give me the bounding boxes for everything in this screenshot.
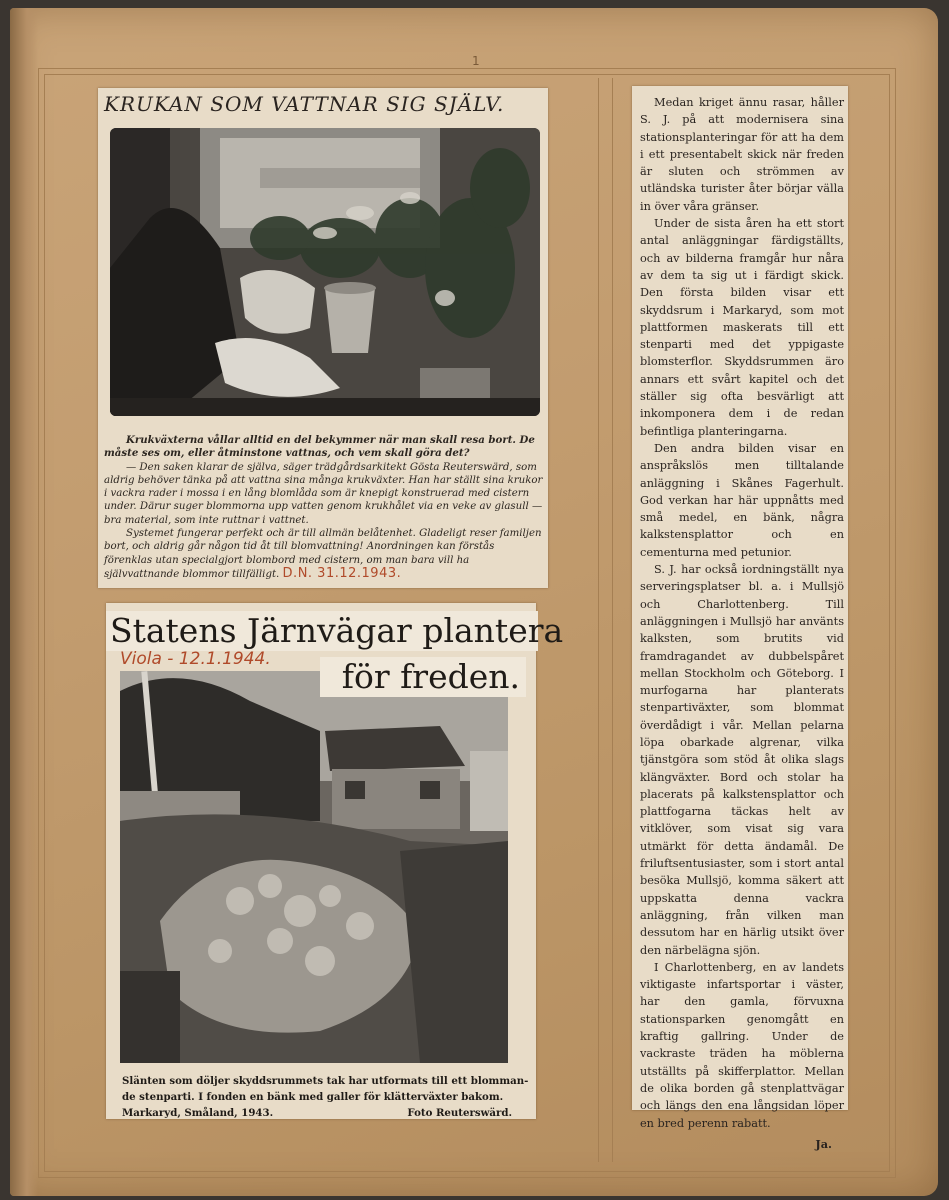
article-signature: Ja.: [815, 1136, 832, 1151]
column-divider-right: [612, 78, 613, 1162]
potted-plants-photo: [110, 128, 540, 416]
headline-line-2: för freden.: [320, 657, 526, 697]
photo-illustration: [120, 671, 508, 1063]
caption-place: Markaryd, Småland, 1943.: [122, 1107, 274, 1119]
garden-shelter-photo: [120, 671, 508, 1063]
page-binding: [10, 8, 38, 1196]
caption-text: Systemet fungerar perfekt och är till allmän belåtenhet. Gladeligt reser familjen bort, och aldrig går någon tid åt till blomvattning! Anordningen kan förstås förenklas utan specialgjort blombord med cistern, om man bara vill ha självvattnande blommor tillfälligt.: [104, 528, 542, 580]
article-body: [640, 94, 844, 1153]
clipping-article-column: [632, 86, 848, 1151]
article-paragraph: Den andra bilden visar en anspråkslös men tilltalande anläggning i Skånes Fagerhult. God verkan har här uppnåtts med små medel, en bänk, några kalkstensplattor och en cementurna med petunior.: [640, 441, 844, 559]
handwritten-source-note: D.N. 31.12.1943.: [282, 565, 402, 581]
clipping-title: KRUKAN SOM VATTNAR SIG SJÄLV.: [104, 92, 505, 116]
caption-paragraph: — Den saken klarar de själva, säger trädgårdsarkitekt Gösta Reuterswärd, som aldrig behöver tänka på att vattna sina många krukväxter. Han har ställt sina krukor i vackra rader i mossa i en lång blomlåda som är knepigt konstruerad med cistern under. Därur suger blommorna upp vatten genom krukhålet via en veke av glasull — bra material, som inte ruttnar i vattnet.: [104, 461, 543, 526]
article-paragraph: S. J. har också iordningställt nya serveringsplatser bl. a. i Mullsjö och Charlottenberg. Till anläggningen i Mullsjö har använts kalksten, som brutits vid framdragandet av dubbelspåret mellan Stockholm och Göteborg. I murfogarna har planterats stenpartiväxter, som blommat överdådigt i vår. Mellan pelarna löpa obarkade algrenar, vilka tjänstgöra som stöd åt olika slags klängväxter. Bord och stolar ha placerats på kalkstensplattor och plattfogarna täckas helt av vitklöver, som visat sig vara utmärkt för detta ändamål. De friluftsentusiaster, som i stort antal besöka Mullsjö, komma säkert att uppskatta denna vackra anläggning, från vilken man dessutom har en härlig utsikt över den närbelägna sjön.: [640, 563, 844, 957]
caption-line: de stenparti. I fonden en bänk med galler för klätterväxter bakom.: [122, 1091, 504, 1103]
photo-illustration: [110, 128, 540, 416]
article-paragraph: Medan kriget ännu rasar, håller S. J. på att modernisera sina stationsplanteringar för att ha dem i ett presentabelt skick när freden är sluten och strömmen av utländska turister åter börjar välla in över våra gränser.: [640, 96, 844, 213]
article-paragraph: I Charlottenberg, en av landets viktigaste infartsportar i väster, har den gamla, förvuxna stationsparken genomgått en kraftig gallring. Under de vackraste träden ha möblerna utställts på skifferplattor. Mellan de olika borden gå stenplattvägar och längs den ena långsidan löper en bred perenn rabatt.: [640, 960, 844, 1130]
headline-line-1: Statens Järnvägar plantera: [106, 611, 538, 651]
article-paragraph: Under de sista åren ha ett stort antal anläggningar färdigställts, och av bilderna framgår hur nåra av dem ta sig ut i färdigt skick. Den första bilden visar ett skyddsrum i Markaryd, som mot plattformen maskerats till ett stenparti med det yppigaste blomsterflor. Skyddsrummen äro annars ett svårt kapitel och det ställer sig ofta besvärligt att inkomponera dem i de redan befintliga planteringarna.: [640, 217, 844, 438]
caption-paragraph: Krukväxterna vållar alltid en del bekymmer när man skall resa bort. De måste ses om, eller åtminstone vattnas, och vem skall göra det?: [104, 434, 535, 460]
caption-paragraph: [104, 527, 544, 581]
caption-line: [122, 1105, 512, 1121]
page-number: 1: [472, 54, 480, 68]
clipping-sj-plantings: [106, 603, 564, 1119]
photo-caption: [122, 1073, 529, 1121]
clipping-caption: [104, 434, 544, 581]
photo-credit: Foto Reuterswärd.: [407, 1107, 512, 1119]
caption-line: Slänten som döljer skyddsrummets tak har utformats till ett blomman-: [122, 1075, 529, 1087]
handwritten-source-note: Viola - 12.1.1944.: [120, 649, 271, 669]
clipping-self-watering-pot: [98, 88, 548, 588]
column-divider-left: [598, 78, 599, 1162]
